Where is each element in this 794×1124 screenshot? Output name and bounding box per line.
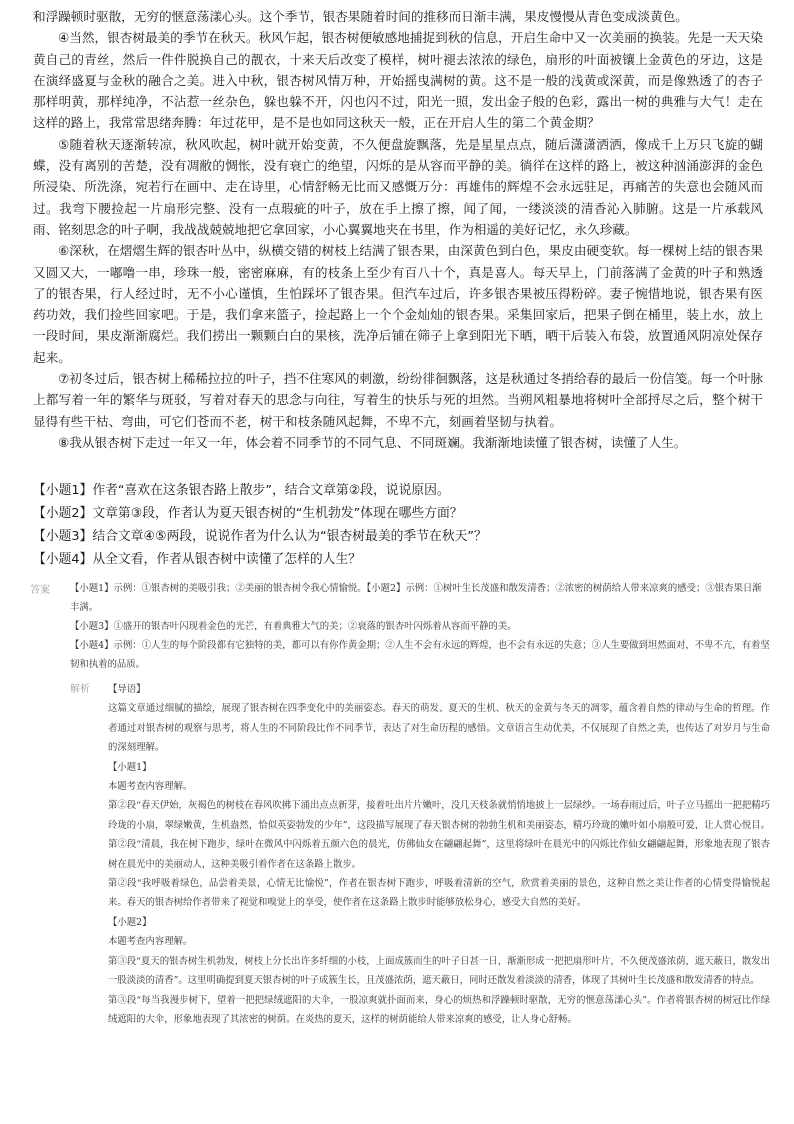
analysis-label: 解析 — [70, 684, 90, 695]
essay-body — [33, 6, 763, 453]
essay-paragraph: ④当然，银杏树最美的季节在秋天。秋风乍起，银杏树便敏感地捕捉到秋的信息，开启生命中又一次美丽的换装。先是一天天染黄自己的青丝，然后一件件脱换自己的靓衣，十来天后改变了模样，树叶褪去浓浓的绿色，扇形的叶面被镶上金黄色的牙边，这是在演绎盛夏与金秋的融合之美。进入中秋，银杏树风情万种，开始摇曳满树的黄。这不是一般的浅黄或深黄，而是像熟透了的杏子那样明黄，那样纯净，不沾惹一丝杂色，躲也躲不开，闪也闪不过，阳光一照，发出金子般的色彩，露出一树的典雅与大气！走在这样的路上，我常常思绪奔腾：年过花甲，是不是也如同这秋天一般，正在开启人生的第二个黄金期？ — [33, 30, 763, 131]
answer-line: 【小题1】示例：①银杏树的美吸引我；②美丽的银杏树令我心情愉悦。【小题2】示例：①树叶生长茂盛和散发清香；②浓密的树荫给人带来凉爽的感受；③银杏果日渐丰满。 — [70, 583, 762, 613]
analysis-paragraph: 第③段“每当我漫步树下，望着一把把绿绒遮阳的大伞，一股凉爽就扑面而来，身心的烦热和浮躁顿时驱散，无穷的惬意荡漾心头”。作者将银杏树的树冠比作绿绒遮阳的大伞，形象地表现了其浓密的树荫。在炎热的夏天，这样的树荫能给人带来凉爽的感受，让人身心舒畅。 — [108, 994, 770, 1025]
analysis-paragraph: 【导语】 — [108, 684, 146, 695]
question-item: 【小题1】作者“喜欢在这条银杏路上散步”，结合文章第②段，说说原因。 — [33, 483, 450, 498]
question-item: 【小题4】从全文看，作者从银杏树中读懂了怎样的人生？ — [33, 552, 362, 567]
analysis-paragraph: 第③段“夏天的银杏树生机勃发，树枝上分长出许多纤细的小枝，上面成簇而生的叶子日甚一日，渐渐形成一把把扇形叶片，不久便茂盛浓荫，遮天蔽日，散发出一股淡淡的清香”。这里明确提到夏天银杏树的叶子成簇生长，且茂盛浓荫，遮天蔽日，同时还散发着淡淡的清香，体现了其树叶生长茂盛和散发清香的特点。 — [108, 955, 770, 987]
answer-line: 【小题4】示例：①人生的每个阶段都有它独特的美，都可以有你作黄金期；②人生不会有永远的辉煌，也不会有永远的失意；③人生要做到坦然面对，不卑不亢，有着坚韧和执着的品质。 — [70, 640, 770, 670]
analysis-paragraph: 【小题1】 — [108, 761, 152, 773]
analysis-paragraph: 第②段“春天伊始，灰褐色的树枝在春风吹拂下涌出点点新芽，接着吐出片片嫩叶，没几天枝条就悄悄地披上一层绿纱。一场春雨过后，叶子立马摇出一把把精巧玲珑的小扇，翠绿嫩黄，生机盎然，恰似英姿勃发的少年”，这段描写展现了春天银杏树的勃勃生机和美丽姿态，精巧玲珑的嫩叶如小扇般可爱，让人赏心悦目。第②段“清晨，我在树下跑步，绿叶在微风中闪烁着五颜六色的晨光，仿佛仙女在翩翩起舞”，这里将绿叶在晨光中的闪烁比作仙女翩翩起舞，形象地表现了银杏树在晨光中的美丽动人，这种美吸引着作者在这条路上散步。 — [108, 800, 770, 870]
essay-paragraph: ⑦初冬过后，银杏树上稀稀拉拉的叶子，挡不住寒风的刺激，纷纷徘徊飘落，这是秋通过冬捎给春的最后一份信笺。每一个叶脉上都写着一年的繁华与斑驳，写着对春天的思念与向往，写着生的快乐与死的坦然。当朔风粗暴地将树叶全部捋尽之后，整个树干显得有些干枯、弯曲，可它们苍而不老，树干和枝条随风起舞，不卑不亢，刻画着坚韧与执着。 — [33, 371, 763, 429]
essay-paragraph: ⑧我从银杏树下走过一年又一年，体会着不同季节的不同气息、不同斑斓。我渐渐地读懂了银杏树，读懂了人生。 — [58, 434, 687, 450]
question-item: 【小题3】结合文章④⑤两段，说说作者为什么认为“银杏树最美的季节在秋天”？ — [33, 529, 487, 544]
analysis-paragraph: 这篇文章通过细腻的描绘，展现了银杏树在四季变化中的美丽姿态。春天的萌发、夏天的生机、秋天的金黄与冬天的凋零，蕴含着自然的律动与生命的哲理。作者通过对银杏树的观察与思考，将人生的不同阶段比作不同季节，表达了对生命历程的感悟。文章语言生动优美，不仅展现了自然之美，也传达了对岁月与生命的深刻理解。 — [108, 703, 770, 754]
essay-paragraph: ⑥深秋，在熠熠生辉的银杏叶丛中，纵横交错的树枝上结满了银杏果，由深黄色到白色，果皮由硬变软。每一棵树上结的银杏果又圆又大，一嘟噜一串，珍珠一般，密密麻麻，有的枝条上至少有百八十个，真是喜人。每天早上，门前落满了金黄的叶子和熟透了的银杏果，行人经过时，无不小心谨慎，生怕踩坏了银杏果。但汽车过后，许多银杏果被压得粉碎。妻子惋惜地说，银杏果有医药功效，我们捡些回家吧。于是，我们拿来篮子，捡起路上一个个金灿灿的银杏果。采集回家后，把果子倒在桶里，装上水，放上一段时间，果皮渐渐腐烂。我们捞出一颗颗白白的果核，洗净后铺在筛子上拿到阳光下晒，晒干后装入布袋，放置通风阴凉处保存起来。 — [33, 243, 763, 365]
analysis-section — [108, 680, 770, 1029]
essay-paragraph: ⑤随着秋天逐渐转凉，秋风吹起，树叶就开始变黄，不久便盘旋飘落，先是星星点点，随后潇潇洒洒，像成千上万只飞旋的蝴蝶，没有离别的苦楚，没有凋敝的惆怅，没有衰亡的绝望，闪烁的是从容而平静的美。徜徉在这样的路上，被这种汹涌澎湃的金色所浸染、所洗涤，宛若行在画中、走在诗里，心情舒畅无比而又感慨万分：再雄伟的辉煌不会永远驻足，再痛苦的失意也会随风而过。我弯下腰捡起一片扇形完整、没有一点瑕疵的叶子，放在手上擦了擦，闻了闻，一缕淡淡的清香沁入肺腑。这是一片承载风雨、铭刻思念的叶子啊，我战战兢兢地把它拿回家，小心翼翼地夹在书里，作为相遥的美好记忆，永久珍藏。 — [33, 136, 763, 237]
question-list — [33, 479, 763, 571]
analysis-paragraph: 本题考查内容理解。 — [108, 781, 193, 793]
essay-paragraph: 和浮躁顿时驱散，无穷的惬意荡漾心头。这个季节，银杏果随着时间的推移而日渐丰满，果皮慢慢从青色变成淡黄色。 — [33, 9, 688, 24]
analysis-paragraph: 本题考查内容理解。 — [108, 936, 193, 948]
analysis-paragraph: 第②段“我呼吸着绿色，品尝着美景，心情无比愉悦”，作者在银杏树下跑步，呼吸着清新的空气，欣赏着美丽的景色，这种自然之美让作者的心情变得愉悦起来。春天的银杏树给作者带来了视觉和嗅觉上的享受，使作者在这条路上散步时能够放松身心，感受大自然的美好。 — [108, 878, 770, 909]
answer-section — [30, 579, 770, 674]
analysis-paragraph: 【小题2】 — [108, 916, 152, 928]
question-item: 【小题2】文章第③段，作者认为夏天银杏树的“生机勃发”体现在哪些方面？ — [33, 506, 463, 521]
answer-label: 答案 — [30, 585, 50, 596]
answer-line: 【小题3】①盛开的银杏叶闪现着金色的光芒，有着典雅大气的美；②衰落的银杏叶闪烁着从容而平静的美。 — [70, 621, 517, 632]
